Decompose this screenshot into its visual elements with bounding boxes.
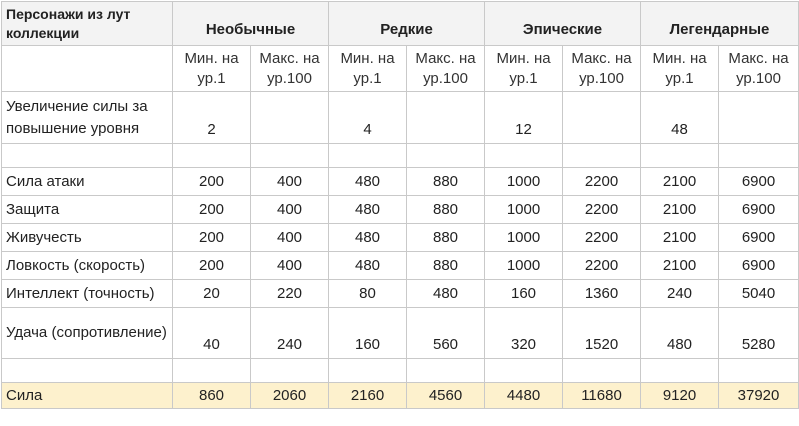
table-cell: 200 [173,224,251,252]
table-cell [563,92,641,144]
table-cell: 480 [329,224,407,252]
table-cell: 1000 [485,224,563,252]
total-label: Сила [2,383,173,409]
row-label: Удача (сопротивление) [2,308,173,359]
subheader-row [2,46,799,92]
table-cell: 160 [485,280,563,308]
total-cell: 37920 [719,383,799,409]
table-cell [719,92,799,144]
empty-cell [251,359,329,383]
table-cell: 200 [173,252,251,280]
header-row [2,2,799,46]
empty-cell [329,359,407,383]
table-cell: 200 [173,168,251,196]
table-cell: 1000 [485,252,563,280]
table-cell: 160 [329,308,407,359]
total-cell: 4560 [407,383,485,409]
row-label: Увеличение силы за повышение уровня [2,92,173,144]
table-cell: 400 [251,196,329,224]
table-cell: 4 [329,92,407,144]
table-cell: 1360 [563,280,641,308]
table-cell: 1520 [563,308,641,359]
row-label: Сила атаки [2,168,173,196]
table-cell: 400 [251,252,329,280]
table-cell: 400 [251,224,329,252]
spacer-row [2,144,799,168]
max-level-header: Макс. на ур.100 [407,46,485,92]
table-cell: 48 [641,92,719,144]
table-cell: 220 [251,280,329,308]
total-cell: 9120 [641,383,719,409]
min-level-header: Мин. на ур.1 [485,46,563,92]
group-header-uncommon: Необычные [173,2,329,46]
table-cell: 880 [407,224,485,252]
row-label: Интеллект (точность) [2,280,173,308]
empty-cell [407,359,485,383]
table-cell: 480 [641,308,719,359]
total-cell: 4480 [485,383,563,409]
min-level-header: Мин. на ур.1 [641,46,719,92]
empty-cell [719,144,799,168]
table-cell: 880 [407,168,485,196]
table-row [2,280,799,308]
table-cell: 5280 [719,308,799,359]
level-gain-row [2,92,799,144]
table-row [2,308,799,359]
table-cell: 2200 [563,224,641,252]
empty-cell [2,144,173,168]
table-row [2,224,799,252]
total-cell: 2160 [329,383,407,409]
table-cell: 2100 [641,224,719,252]
table-cell: 2100 [641,252,719,280]
table-cell [251,92,329,144]
corner-header: Персонажи из лут коллекции [2,2,173,46]
table-cell: 40 [173,308,251,359]
total-cell: 860 [173,383,251,409]
max-level-header: Макс. на ур.100 [563,46,641,92]
group-header-rare: Редкие [329,2,485,46]
table-cell [407,92,485,144]
table-cell: 880 [407,196,485,224]
total-cell: 2060 [251,383,329,409]
table-cell: 240 [251,308,329,359]
empty-cell [563,359,641,383]
table-cell: 1000 [485,196,563,224]
table-cell: 2200 [563,168,641,196]
table-cell: 200 [173,196,251,224]
table-row [2,168,799,196]
stats-table [1,1,799,409]
empty-cell [2,359,173,383]
table-cell: 6900 [719,168,799,196]
table-cell: 12 [485,92,563,144]
table-row [2,252,799,280]
total-cell: 11680 [563,383,641,409]
table-cell: 480 [407,280,485,308]
group-header-legendary: Легендарные [641,2,799,46]
table-cell: 320 [485,308,563,359]
table-cell: 560 [407,308,485,359]
table-cell: 2100 [641,168,719,196]
table-cell: 880 [407,252,485,280]
table-row [2,196,799,224]
table-cell: 400 [251,168,329,196]
row-label: Ловкость (скорость) [2,252,173,280]
table-cell: 2 [173,92,251,144]
empty-cell [485,359,563,383]
table-cell: 240 [641,280,719,308]
group-header-epic: Эпические [485,2,641,46]
empty-cell [719,359,799,383]
spacer-row [2,359,799,383]
empty-cell [173,144,251,168]
subheader-empty-cell [2,46,173,92]
table-cell: 80 [329,280,407,308]
table-cell: 2100 [641,196,719,224]
table-cell: 5040 [719,280,799,308]
min-level-header: Мин. на ур.1 [329,46,407,92]
empty-cell [407,144,485,168]
row-label: Живучесть [2,224,173,252]
table-cell: 480 [329,252,407,280]
total-row [2,383,799,409]
table-cell: 6900 [719,224,799,252]
empty-cell [251,144,329,168]
empty-cell [173,359,251,383]
table-cell: 6900 [719,252,799,280]
table-cell: 480 [329,168,407,196]
table-cell: 6900 [719,196,799,224]
table-cell: 1000 [485,168,563,196]
table-cell: 20 [173,280,251,308]
empty-cell [563,144,641,168]
min-level-header: Мин. на ур.1 [173,46,251,92]
row-label: Защита [2,196,173,224]
empty-cell [641,144,719,168]
empty-cell [641,359,719,383]
table-cell: 2200 [563,252,641,280]
empty-cell [329,144,407,168]
max-level-header: Макс. на ур.100 [251,46,329,92]
table-cell: 480 [329,196,407,224]
empty-cell [485,144,563,168]
max-level-header: Макс. на ур.100 [719,46,799,92]
table-cell: 2200 [563,196,641,224]
